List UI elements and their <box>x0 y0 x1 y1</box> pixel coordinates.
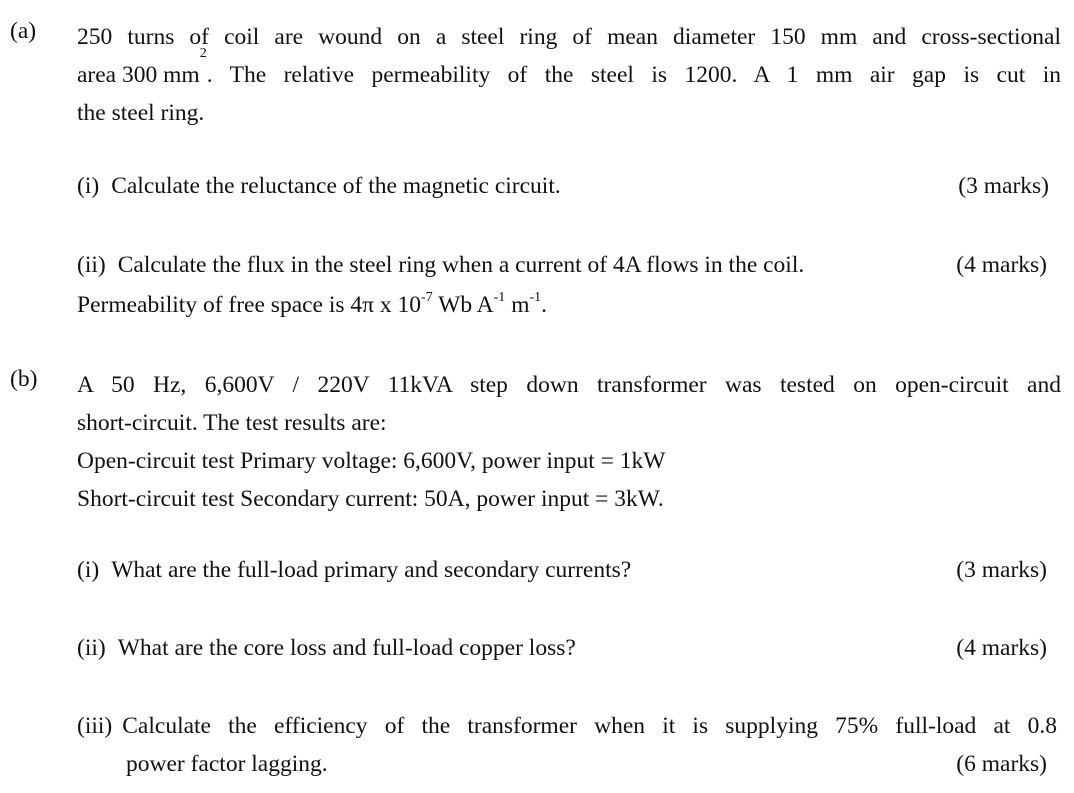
question-marks: (3 marks) <box>956 557 1047 583</box>
question-number: (ii) <box>77 252 106 278</box>
part-b-question-iii-line2 <box>126 751 1047 778</box>
note-exponent: -1 <box>493 290 506 306</box>
short-circuit-test: Short-circuit test Secondary current: 50A, power input = 3kW. <box>77 486 664 512</box>
part-b-question-ii <box>77 635 1047 662</box>
note-exponent: -7 <box>421 290 433 306</box>
part-b-question-iii <box>77 713 1057 740</box>
part-b-intro-line1: A 50 Hz, 6,600V / 220V 11kVA step down transformer was tested on open-circuit and <box>77 372 1061 398</box>
question-number: (ii) <box>77 635 106 661</box>
question-text-line2: power factor lagging. <box>126 751 328 777</box>
area-exponent: 2 <box>199 46 207 61</box>
question-number: (iii) <box>77 713 113 739</box>
part-b-question-i <box>77 557 1047 584</box>
note-period: . <box>541 292 548 318</box>
note-unit: Wb A <box>432 292 494 318</box>
permeability-note <box>77 286 547 324</box>
part-a-question-ii <box>77 252 1047 279</box>
note-exponent: -1 <box>529 290 542 306</box>
question-text: What are the core loss and full-load copper loss? <box>117 635 576 661</box>
part-b-intro-line2: short-circuit. The test results are: <box>77 410 387 436</box>
part-b-intro <box>77 366 1061 518</box>
question-number: (i) <box>77 173 100 199</box>
question-marks: (4 marks) <box>956 635 1047 661</box>
open-circuit-test: Open-circuit test Primary voltage: 6,600V, power input = 1kW <box>77 448 666 474</box>
question-text: Calculate the reluctance of the magnetic circuit. <box>111 173 561 199</box>
part-a-intro-line2 <box>77 46 1061 94</box>
question-number: (i) <box>77 557 100 583</box>
note-text: Permeability of free space is 4π x 10 <box>77 292 422 318</box>
question-marks: (3 marks) <box>958 173 1049 199</box>
question-marks: (6 marks) <box>956 751 1047 777</box>
part-a-intro-line1: 250 turns of coil are wound on a steel ring of mean diameter 150 mm and cross-sectional <box>77 24 1061 50</box>
part-b-label: (b) <box>10 366 38 392</box>
question-text: What are the full-load primary and secondary currents? <box>111 557 632 583</box>
part-a-intro <box>77 18 1061 132</box>
part-a-question-i <box>77 173 1049 200</box>
permeability-text: . The relative permeability of the steel is 1200. A 1 mm air gap is cut in <box>206 62 1061 88</box>
part-a-intro-line3: the steel ring. <box>77 100 205 126</box>
question-text-line1: Calculate the efficiency of the transformer when it is supplying 75% full-load at 0.8 <box>122 713 1057 739</box>
note-unit: m <box>505 292 530 318</box>
question-text: Calculate the flux in the steel ring when a current of 4A flows in the coil. <box>117 252 805 278</box>
question-marks: (4 marks) <box>956 252 1047 278</box>
part-a-label: (a) <box>10 18 37 44</box>
area-text: area 300 mm <box>77 62 200 88</box>
